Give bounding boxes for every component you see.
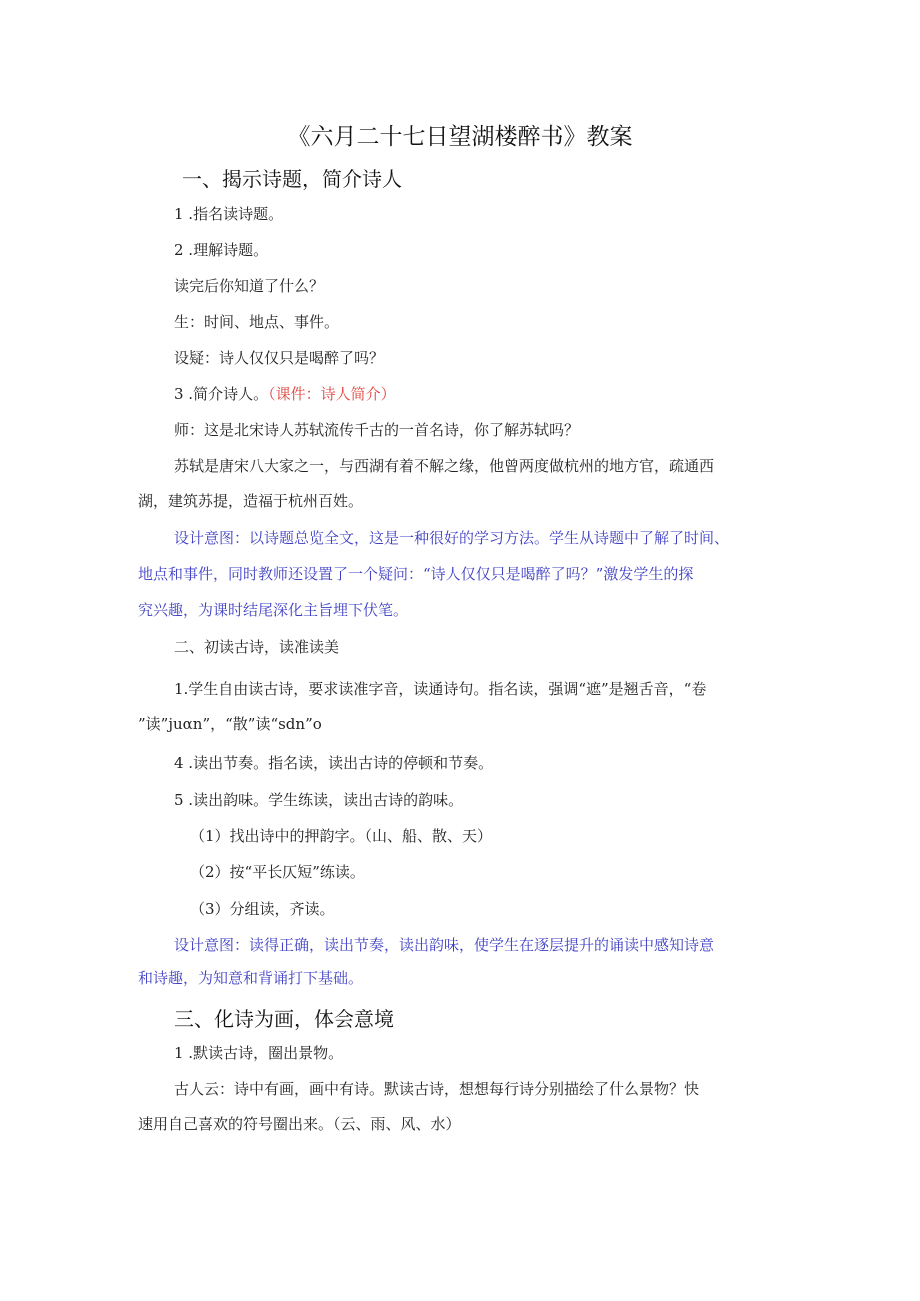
section1-answer: 生：时间、地点、事件。 — [174, 313, 340, 331]
section1-item2: 2 .理解诗题。 — [174, 241, 269, 259]
section2-item1-line1: 1.学生自由读古诗，要求读准字音，读通诗句。指名读，强调“遮”是翘舌音，“卷 — [174, 680, 707, 698]
section1-intent-line1: 设计意图：以诗题总览全文，这是一种很好的学习方法。学生从诗题中了解了时间、 — [174, 529, 730, 547]
document-title: 《六月二十七日望湖楼醉书》教案 — [287, 124, 633, 150]
section1-sushi-line2: 湖，建筑苏提，造福于杭州百姓。 — [138, 492, 364, 510]
section1-item1: 1 .指名读诗题。 — [174, 205, 284, 223]
section2-intent-line2: 和诗趣，为知意和背诵打下基础。 — [138, 969, 364, 987]
section1-item3-text: 3 .简介诗人。 — [174, 385, 269, 403]
section3-para-line2: 速用自己喜欢的符号圈出来。（云、雨、风、水） — [138, 1115, 461, 1133]
section2-intent-line1: 设计意图：读得正确，读出节奏，读出韵味，使学生在逐层提升的诵读中感知诗意 — [174, 936, 715, 954]
section2-item5: 5 .读出韵味。学生练读，读出古诗的韵味。 — [174, 791, 464, 809]
section2-item4: 4 .读出节奏。指名读，读出古诗的停顿和节奏。 — [174, 754, 494, 772]
section1-doubt: 设疑：诗人仅仅只是喝醉了吗？ — [174, 349, 385, 367]
section3-item1: 1 .默读古诗，圈出景物。 — [174, 1044, 344, 1062]
section1-heading: 一、揭示诗题，简介诗人 — [182, 167, 402, 191]
section2-sub1: （1）找出诗中的押韵字。（山、船、散、天） — [190, 827, 493, 845]
section1-intent-line2: 地点和事件，同时教师还设置了一个疑问：“诗人仅仅只是喝醉了吗？”激发学生的探 — [138, 565, 694, 583]
section2-item1-line2: ”读”juαn”，“散”读“sdn”o — [138, 715, 322, 733]
section2-sub3: （3）分组读，齐读。 — [190, 900, 335, 918]
section2-heading: 二、初读古诗，读准读美 — [174, 638, 340, 656]
section1-intent-line3: 究兴趣，为课时结尾深化主旨埋下伏笔。 — [138, 601, 409, 619]
section3-para-line1: 古人云：诗中有画，画中有诗。默读古诗，想想每行诗分别描绘了什么景物？快 — [174, 1080, 700, 1098]
section2-sub2: （2）按“平长仄短”练读。 — [190, 863, 365, 881]
section3-heading: 三、化诗为画，体会意境 — [174, 1007, 394, 1031]
section1-teacher: 师：这是北宋诗人苏轼流传千古的一首名诗，你了解苏轼吗？ — [174, 421, 580, 439]
section1-question: 读完后你知道了什么？ — [174, 277, 325, 295]
section1-sushi-line1: 苏轼是唐宋八大家之一，与西湖有着不解之缘，他曾两度做杭州的地方官，疏通西 — [174, 457, 715, 475]
section1-item3 — [174, 384, 396, 404]
courseware-note: （课件：诗人简介） — [268, 385, 396, 403]
